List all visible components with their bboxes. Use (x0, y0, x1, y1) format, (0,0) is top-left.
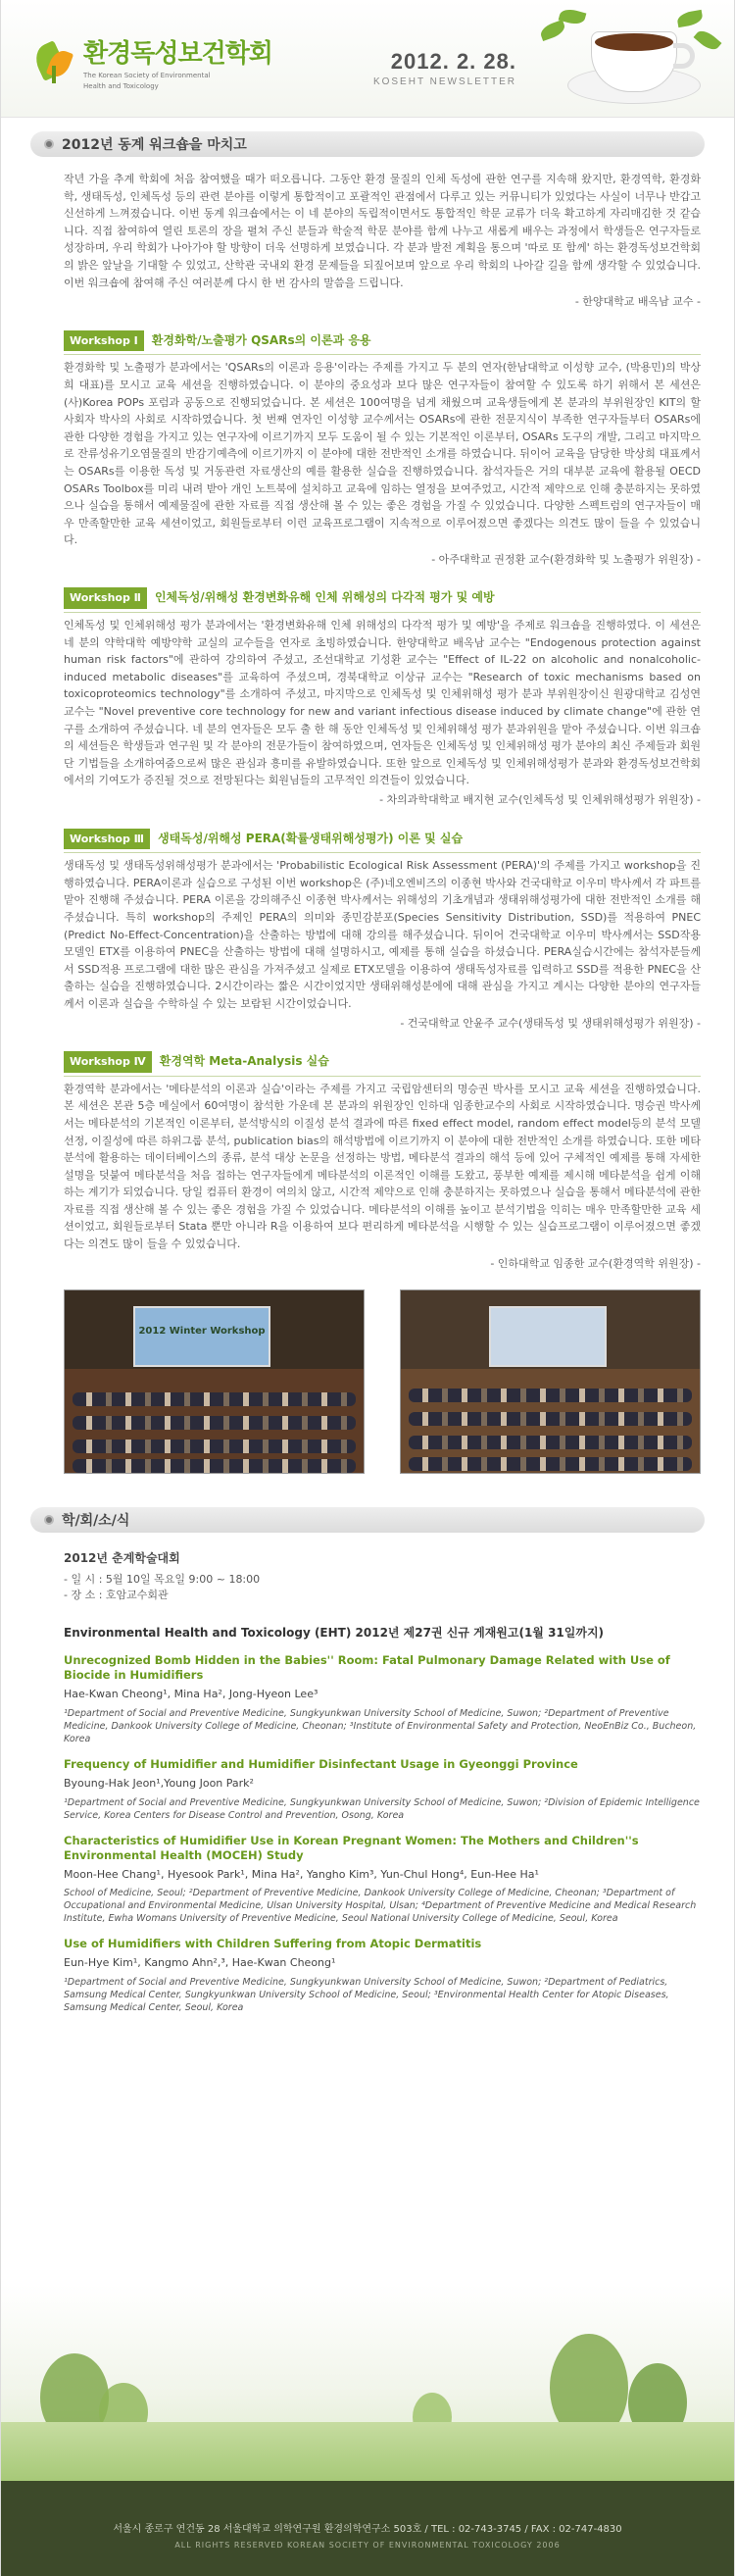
article-authors: Moon-Hee Chang¹, Hyesook Park¹, Mina Ha², Yangho Kim³, Yun-Chul Hong⁴, Eun-Hee Ha¹ (64, 1867, 539, 1881)
workshop-tag: Workshop Ⅳ (64, 1051, 152, 1073)
intro-signature: - 한양대학교 배옥남 교수 - (574, 295, 701, 309)
event-date: - 일 시 : 5월 10일 목요일 9:00 ~ 18:00 (64, 1572, 261, 1586)
article-2[interactable] (64, 1757, 701, 1822)
workshop-section (1, 171, 734, 1272)
workshop-signature: - 건국대학교 안윤주 교수(생태독성 및 생태위해성평가 위원장) - (400, 1016, 701, 1030)
article-affiliations: ¹Department of Social and Preventive Medicine, Sungkyunkwan University School of Medicine, Suwon; ²Department of Pediatrics, Samsung Medical Center, Sungkyunkwan University School of Medicine, Seoul; ³Environmental Health Center for Atopic Diseases, Samsung Medical Center, Seoul, Korea (64, 1976, 669, 2013)
event-venue: - 장 소 : 호암교수회관 (64, 1588, 169, 1601)
section-title: 학/회/소/식 (62, 1513, 130, 1530)
workshop-tag: Workshop Ⅱ (64, 587, 147, 609)
society-logo[interactable] (32, 33, 272, 91)
issue-info (373, 49, 516, 87)
article-4[interactable] (64, 1937, 701, 2014)
article-title[interactable]: Use of Humidifiers with Children Suffering from Atopic Dermatitis (64, 1937, 482, 1951)
leaf-logo-icon (32, 40, 77, 85)
article-title[interactable]: Unrecognized Bomb Hidden in the Babies'' Room: Fatal Pulmonary Damage Related with Use of Biocide in Humidifiers (64, 1653, 670, 1683)
workshop-4 (64, 1051, 701, 1272)
workshop-body: 환경역학 분과에서는 '메타분석의 이론과 실습'이라는 주제를 가지고 국립암센터의 명승권 박사를 모시고 교육 세션을 진행하였습니다. 본 세션은 본관 5층 메실에서 60여명이 참석한 가운데 본 분과의 위원장인 인하대 임종한교수의 사회로 시작하였습니다. 명승권 박사께서는 메타분석의 기본적인 이론부터, 분석방식의 이질성 분석 결과에 따른 fixed effect model, random effect model등의 분석 모델 선정, 이질성에 따른 하위그룹 분석, publication bias의 해석방법에 이르기까지 이 분야에 대한 전반적인 소개를 하였습니다. 또한 메타분석에 활용하는 데이터베이스의 종류, 분석 대상 논문을 선정하는 방법, 메타분석 결과의 해석 등에 있어 구체적인 예제를 통해 자세한 설명을 덧붙여 메타분석을 처음 접하는 연구자들에게 메타분석의 이론적인 이해를 도왔고, 풍부한 예제를 제시해 메타분석을 쉽게 이해하는 계기가 되었습니다. 당일 컴퓨터 환경이 여의치 않고, 시간적 제약으로 인해 충분하지는 못하였으나 실습을 통해서 메타분석에 관한 자료를 직접 생산해 볼 수 있는 좋은 경험을 가질 수 있었습니다. 메타분석의 이해를 높이고 분석기법을 익히는 매우 만족할만한 교육 세션이었고, 회원들로부터 Stata 뿐만 아니라 R을 이용하여 보다 편리하게 메타분석을 시행할 수 있는 실습프로그램이 이루어졌으면 좋겠다는 의견도 많이 들을 수 있었습니다. (64, 1082, 701, 1251)
footer-rights: ALL RIGHTS RESERVED KOREAN SOCIETY OF ENVIRONMENTAL TOXICOLOGY 2006 (174, 2541, 561, 2550)
eht-title: Environmental Health and Toxicology (EHT) 2012년 제27권 신규 게재원고(1월 31일까지) (64, 1625, 605, 1640)
workshop-signature: - 아주대학교 권정환 교수(환경화학 및 노출평가 위원장) - (431, 552, 701, 566)
workshop-photo-1 (64, 1289, 365, 1474)
workshop-3 (64, 829, 701, 1033)
logo-english-name-2: Health and Toxicology (83, 82, 159, 90)
landscape-illustration (1, 2285, 734, 2481)
article-title[interactable]: Frequency of Humidifier and Humidifier Disinfectant Usage in Gyeonggi Province (64, 1757, 578, 1772)
bullet-icon (44, 139, 54, 149)
bullet-icon (44, 1515, 54, 1525)
article-3[interactable] (64, 1834, 701, 1926)
divider (64, 354, 701, 355)
section-workshop-header (30, 131, 705, 157)
article-authors: Hae-Kwan Cheong¹, Mina Ha², Jong-Hyeon Lee³ (64, 1688, 318, 1701)
newsletter-header (1, 0, 734, 118)
workshop-2 (64, 587, 701, 808)
logo-english-name-1: The Korean Society of Environmental (83, 72, 211, 79)
photo-screen-caption: 2012 Winter Workshop (138, 1326, 266, 1338)
workshop-tag: Workshop Ⅰ (64, 330, 144, 352)
workshop-signature: - 차의과학대학교 배지현 교수(인체독성 및 인체위해성평가 위원장) - (379, 793, 701, 806)
article-affiliations: ¹Department of Social and Preventive Medicine, Sungkyunkwan University School of Medicine, Suwon; ²Division of Epidemic Intelligence Service, Korea Centers for Disease Control and Prevention, Osong, Korea (64, 1796, 700, 1821)
workshop-name: 환경화학/노출평가 QSARs의 이론과 응용 (151, 332, 371, 347)
workshop-name: 인체독성/위해성 환경변화유해 인체 위해성의 다각적 평가 및 예방 (154, 590, 495, 605)
article-authors: Eun-Hye Kim¹, Kangmo Ahn²,³, Hae-Kwan Cheong¹ (64, 1956, 336, 1970)
article-title[interactable]: Characteristics of Humidifier Use in Korean Pregnant Women: The Mothers and Children''s Environmental Health (MOCEH) Study (64, 1833, 639, 1862)
divider (64, 1076, 701, 1077)
workshop-name: 환경역학 Meta-Analysis 실습 (159, 1054, 329, 1069)
footer-address: 서울시 종로구 연건동 28 서울대학교 의학연구원 환경의학연구소 503호 / TEL : 02-743-3745 / FAX : 02-747-4830 (113, 2524, 622, 2535)
issue-date: 2012. 2. 28. (390, 49, 516, 74)
workshop-photos (64, 1289, 701, 1474)
intro-paragraph: 작년 가을 추계 학회에 처음 참여했을 때가 떠오릅니다. 그동안 환경 물질의 인체 독성에 관한 연구를 지속해 왔지만, 환경역학, 환경화학, 생태독성, 인체독성 등의 관련 분야를 이렇게 통합적이고 포괄적인 관점에서 다루고 있는 커뮤니티가 있었다는 사실이 너무나 반갑고 신선하게 느껴졌습니다. 이번 동계 워크숍에서는 이 네 분야의 독립적이면서도 통합적인 학문 교류가 더욱 확고하게 자리매김한 것 같습니다. 직접 참여하여 열린 토론의 장을 펼쳐 주신 분들과 학술적 학문 분야를 함께 나누고 새롭게 배우는 과정에서 학생들은 연구자들로 성장하며, 우리 학회가 나아가야 할 방향이 더욱 선명하게 보였습니다. 각 분과 발전 계획을 통으며 '따로 또 함께' 하는 환경독성보건학회의 밝은 앞날을 기대할 수 있었고, 산학관 국내외 환경 문제들을 되짚어보며 앞으로 우리 학회의 나아갈 길을 함께 생각할 수 있었습니다. 이번 워크숍에 참여해 주신 여러분께 다시 한 번 감사의 말씀을 드립니다. (64, 173, 701, 289)
article-authors: Byoung-Hak Jeon¹,Young Joon Park² (64, 1777, 254, 1791)
workshop-1 (64, 330, 701, 569)
workshop-tag: Workshop Ⅲ (64, 829, 150, 850)
newsletter-label: KOSEHT NEWSLETTER (372, 76, 516, 87)
article-affiliations: ¹Department of Social and Preventive Medicine, Sungkyunkwan University School of Medicine, Suwon; ²Department of Preventive Medicine, Dankook University College of Medicine, Cheonan; ³Institute of Environmental Safety and Protection, NeoEnBiz Co., Bucheon, Korea (64, 1708, 697, 1745)
newsletter-footer (1, 2481, 734, 2576)
workshop-name: 생태독성/위해성 PERA(확률생태위해성평가) 이론 및 실습 (158, 831, 464, 845)
workshop-body: 환경화학 및 노출평가 분과에서는 'QSARs의 이론과 응용'이라는 주제를 가지고 두 분의 연자(한남대학교 이성향 교수, (박용민)의 박상희 대표)를 모시고 교육 세션을 진행하였습니다. 이 분야의 중요성과 보다 많은 연구자들이 참여할 수 있도록 하기 위해서 본 세션은 (사)Korea POPs 포럼과 공동으로 진행되었습니다. 본 세션은 100여명을 넘게 채웠으며 교육생들에게 본 분과의 부위원장인 KIT의 할 사회자 박사의 사회로 시작하였습니다. 첫 번째 연자인 이성향 교수께서는 OSARs에 관한 전문지식이 부족한 연구자들부터 OSARs에 관한 다양한 경험을 가지고 있는 연구자에 이르기까지 모두 도움이 될 수 있는 기본적인 이론부터, OSARs 도구의 개발, 그리고 마지막으로 잔류성유기오염물질의 반감기예측에 이르기까지 이 분야에 대한 전반적인 소개를 하였습니다. 뒤이어 교육을 담당한 박상희 대표께서는 OSARs를 이용한 독성 및 거동관련 자료생산의 예를 활용한 실습을 진행하였습니다. 참석자들은 거의 대부분 교육에 활용될 OECD OSARs Toolbox를 미리 내려 받아 개인 노트북에 설치하고 교육에 임하는 열정을 보여주었고, 시간적 제약으로 인해 충분하지는 못하였으나 실습을 통해서 예제물질에 관한 자료를 직접 생산해 볼 수 있는 좋은 경험을 가질 수 있었습니다. 다양한 스펙트럼의 연구자들이 매우 만족할만한 교육 세션이었고, 회원들로부터 이런 교육프로그램이 지속적으로 이루어졌으면 좋겠다는 의견도 많이 들을 수 있었습니다. (64, 361, 701, 547)
divider (64, 612, 701, 613)
divider (64, 852, 701, 853)
workshop-body: 생태독성 및 생태독성위해성평가 분과에서는 'Probabilistic Ecological Risk Assessment (PERA)'의 주제를 가지고 workshop을 진행하였습니다. PERA이론과 실습으로 구성된 이번 workshop은 (주)네오엔비즈의 이종현 박사와 건국대학교 이우미 박사께서 각 파트를 맡아 진행해 주셨습니다. PERA 이론을 강의해주신 이종현 박사께서는 위해성의 기초개념과 생태위해성평가에 대한 전반적인 소개를 해주셨습니다. 특히 workshop의 주제인 PERA의 의미와 종민감분포(Species Sensitivity Distribution, SSD)를 적용하여 PNEC (Predict No-Effect-Concentration)을 산출하는 방법에 대해 강의를 해주셨습니다. 뒤이어 건국대학교 이우미 박사께서는 SSD작용 모델인 ETX를 이용하여 PNEC을 산출하는 방법에 대해 설명하시고, 예제를 통해 실습을 하셨습니다. PERA실습시간에는 참석자분들께서 SSD적용 프로그램에 대한 많은 관심을 가져주셨고 실제로 ETX모델을 이용하여 생태독성자료를 입력하고 SSD를 적용한 PNEC을 산출하는 실습을 진행하였습니다. 2시간이라는 짧은 시간이었지만 생태위해성분에에 대해 관심을 가지고 계시는 다양한 분야의 연구자들께서 이론과 실습을 수학하실 수 있는 보람된 시간이었습니다. (64, 859, 701, 1010)
workshop-signature: - 인하대학교 임종한 교수(환경역학 위원장) - (490, 1256, 701, 1270)
event-title: 2012년 춘계학술대회 (64, 1551, 180, 1566)
logo-korean-name: 환경독성보건학회 (83, 39, 272, 69)
news-section (1, 1550, 734, 2014)
article-1[interactable] (64, 1653, 701, 1745)
workshop-photo-2 (400, 1289, 701, 1474)
section-news-header (30, 1507, 705, 1533)
workshop-body: 인체독성 및 인체위해성 평가 분과에서는 '환경변화유해 인체 위해성의 다각적 평가 및 예방'을 주제로 워크숍을 진행하였다. 이 세션은 네 분의 약학대학 예방약학 교실의 교수들을 연자로 초빙하였습니다. 한양대학교 배옥남 교수는 "Endogenous protection against human risk factors"에 관하여 강의하여 주셨고, 조선대학교 기성환 교수는 "Effect of IL-22 on alcoholic and nonalcoholic-induced metabolic diseases"를 교육하여 주셨으며, 경북대학교 이상규 교수는 "Research of toxic mechanisms based on toxicoproteomics technology"를 소개하여 주셨고, 마지막으로 인체독성 및 인체위해성 평가 분과 부위원장이신 원광대학교 김성연 교수는 "Novel preventive core technology for new and variant infectious disease induced by climate change"에 관한 연구를 소개하여 주셨습니다. 네 분의 연자들은 모두 출 한 해 동안 인체독성 및 인체위해성 평가 분과위원을 맡아 주셨습니다. 이번 워크숍의 세션들은 학생들과 연구원 및 각 분야의 전문가들이 참여하였으며, 연자들은 인체독성 및 인체위해성 평가 분야의 최신 주제들과 회원단 기법들을 소개하여줌으로써 많은 관심과 흥미를 유발하였습니다. 또한 앞으로 인체독성 및 인체위해성평가 분과와 환경독성보건학회에서의 기여도가 증진될 것으로 전망된다는 회원님들의 고무적인 의견들이 있었습니다. (64, 619, 701, 787)
section-title: 2012년 동계 워크숍을 마치고 (62, 137, 247, 153)
coffee-cup-illustration (530, 4, 726, 114)
article-affiliations: School of Medicine, Seoul; ²Department of Preventive Medicine, Dankook University College of Medicine, Cheonan; ³Department of Occupational and Environmental Medicine, Ulsan University Hospital, Ulsan; ⁴Department of Preventive Medicine and Medical Research Institute, Ewha Womans University of Preventive Medicine, Seoul National University College of Medicine, Seoul, Korea (64, 1888, 697, 1925)
